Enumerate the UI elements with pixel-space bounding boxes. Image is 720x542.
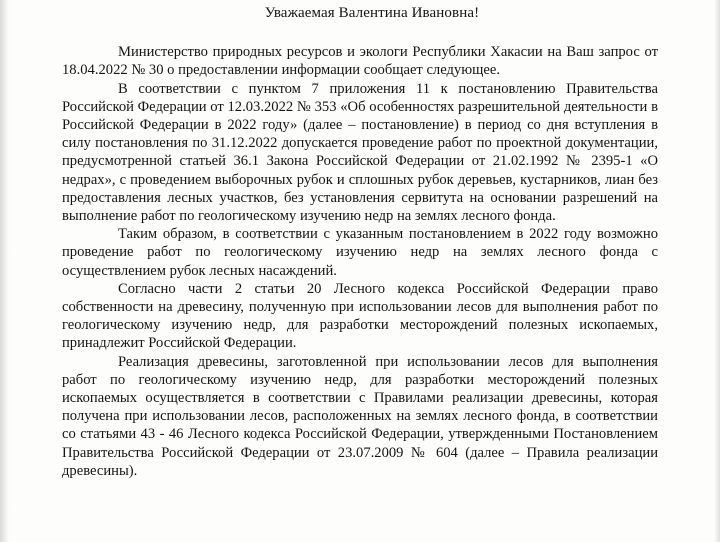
paragraph-intro: Министерство природных ресурсов и экологи Республики Хакасии на Ваш запрос от 18.04.2022 № 30 о предоставлении информации сообщает следующее.: [62, 44, 658, 79]
scan-shadow-left: [0, 0, 9, 542]
scan-shadow-right: [714, 0, 720, 542]
paragraph-resolution: В соответствии с пунктом 7 приложения 11 к постановлению Правительства Российской Федерации от 12.03.2022 № 353 «Об особенностях разрешительной деятельности в Российской Федерации в 2022 году» (далее – постановление) в период со дня вступления в силу постановления по 31.12.2022 допускается проведение работ по проектной документации, предусмотренной статьей 36.1 Закона Российской Федерации от 21.02.1992 № 2395-1 «О недрах», с проведением выборочных рубок и сплошных рубок деревьев, кустарников, лиан без предоставления лесных участков, без установления сервитута на основании разрешений на выполнение работ по геологическому изучению недр на землях лесного фонда.: [62, 80, 658, 225]
paragraph-conclusion: Таким образом, в соответствии с указанным постановлением в 2022 году возможно проведение работ по геологическому изучению недр на землях лесного фонда с осуществлением рубок лесных насаждений.: [62, 226, 658, 279]
paragraph-ownership: Согласно части 2 статьи 20 Лесного кодекса Российской Федерации право собственности на древесину, полученную при использовании лесов для выполнения работ по геологическому изучению недр, для разработки месторождений полезных ископаемых, принадлежит Российской Федерации.: [62, 280, 658, 352]
salutation: Уважаемая Валентина Ивановна!: [264, 5, 480, 21]
paragraph-wood-sale: Реализация древесины, заготовленной при использовании лесов для выполнения работ по геологическому изучению недр, для разработки месторождений полезных ископаемых осуществляется в соответствии с Правилами реализации древесины, которая получена при использовании лесов, расположенных на землях лесного фонда, в соответствии со статьями 43 - 46 Лесного кодекса Российской Федерации, утвержденными Постановлением Правительства Российской Федерации от 23.07.2009 № 604 (далее – Правила реализации древесины).: [62, 353, 658, 479]
letter-body: [62, 4, 658, 480]
